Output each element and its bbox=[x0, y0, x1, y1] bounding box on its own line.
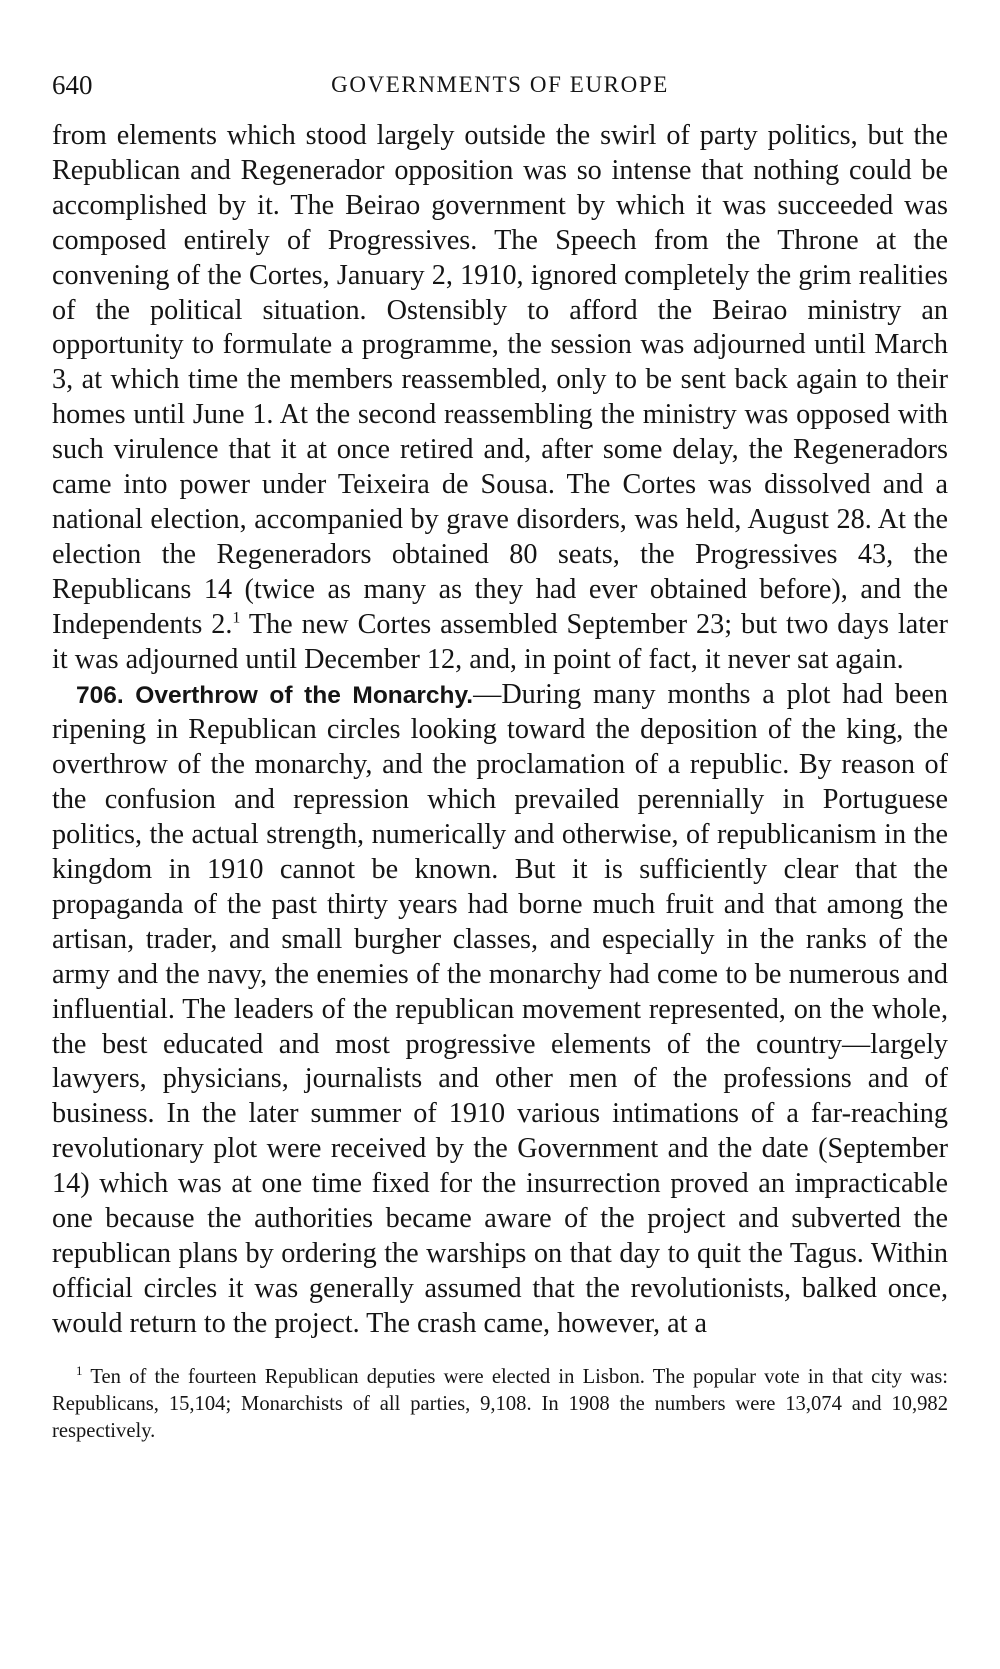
footnote-reference: 1 bbox=[232, 609, 241, 627]
page-number: 640 bbox=[52, 70, 93, 100]
paragraph-1-text-a: from elements which stood largely outside the swirl of party politics, but the Republican and Regenerador opposition was so intense that nothing could be accomplished by it. The Beirao government by which it was succeeded was composed entirely of Progressives. The Speech from the Throne at the convening of the Cortes, January 2, 1910, ignored completely the grim realities of the political situation. Ostensibly to afford the Beirao ministry an opportunity to formulate a programme, the session was adjourned until March 3, at which time the members reassembled, only to be sent back again to their homes until June 1. At the second reassembling the ministry was opposed with such virulence that it at once retired and, after some delay, the Regeneradors came into power under Teixeira de Sousa. The Cortes was dissolved and a national election, accompanied by grave disorders, was held, August 28. At the election the Regeneradors obtained 80 seats, the Progressives 43, the Republicans 14 (twice as many as they had ever obtained before), and the Independents 2. bbox=[52, 120, 948, 640]
paragraph-2 bbox=[52, 678, 948, 1342]
paragraph-1 bbox=[52, 119, 948, 678]
running-title: GOVERNMENTS OF EUROPE bbox=[331, 72, 669, 97]
paragraph-1-text-b: The new Cortes assembled September 23; but two days later it was adjourned until December 12, and, in point of fact, it never sat again. bbox=[52, 608, 948, 675]
book-page bbox=[52, 68, 948, 1445]
section-heading: 706. Overthrow of the Monarchy. bbox=[76, 681, 474, 709]
paragraph-2-text: —During many months a plot had been ripening in Republican circles looking toward the deposition of the king, the overthrow of the monarchy, and the proclamation of a republic. By reason of the confusion and repression which prevailed perennially in Portuguese politics, the actual strength, numerically and otherwise, of republicanism in the kingdom in 1910 cannot be known. But it is sufficiently clear that the propaganda of the past thirty years had borne much fruit and that among the artisan, trader, and small burgher classes, and especially in the ranks of the army and the navy, the enemies of the monarchy had come to be numerous and influential. The leaders of the republican movement represented, on the whole, the best educated and most progressive elements of the country—largely lawyers, physicians, journalists and other men of the professions and of business. In the later summer of 1910 various intimations of a far-reaching revolutionary plot were received by the Government and the date (September 14) which was at one time fixed for the insurrection proved an impracticable one because the authorities became aware of the project and subverted the republican plans by ordering the warships on that day to quit the Tagus. Within official circles it was generally assumed that the revolutionists, balked once, would return to the project. The crash came, however, at a bbox=[52, 678, 948, 1339]
body-text bbox=[52, 119, 948, 1342]
footnote-marker: 1 bbox=[76, 1362, 83, 1378]
footnote-text: Ten of the fourteen Republican deputies were elected in Lisbon. The popular vote in that city was: Republicans, 15,104; Monarchists of all parties, 9,108. In 1908 the numbers were 13,074 and 10,982 respectively. bbox=[52, 1365, 949, 1442]
footnote bbox=[52, 1364, 948, 1445]
running-head bbox=[52, 68, 948, 102]
